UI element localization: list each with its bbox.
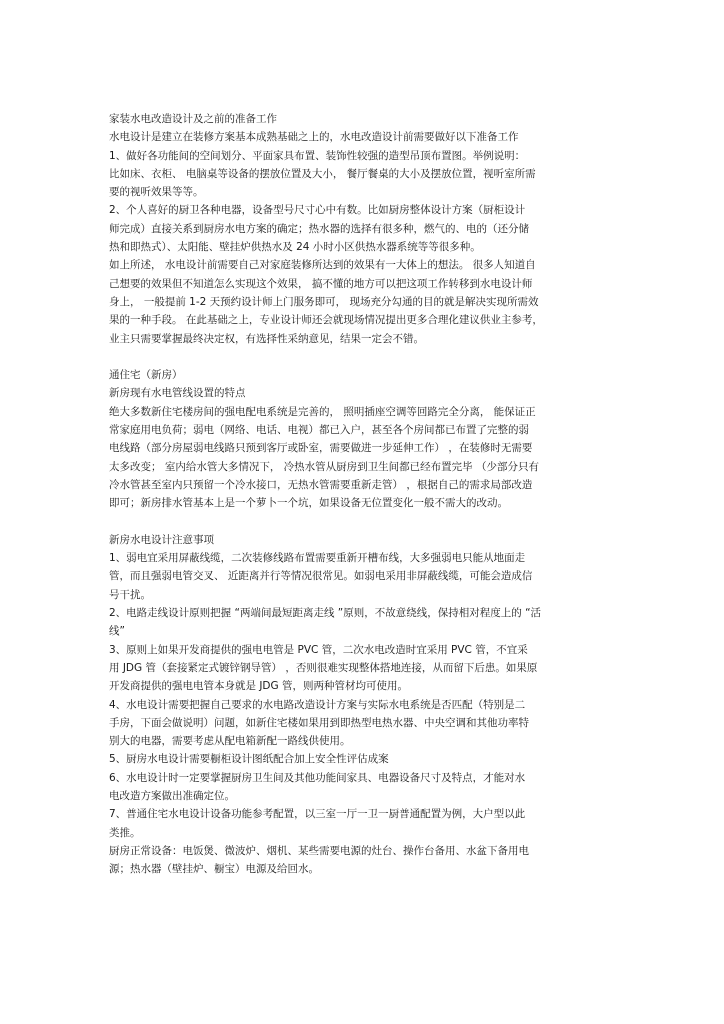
paragraph-line: 身上， 一般提前 1-2 天预约设计师上门服务即可， 现场充分勾通的目的就是解决实现所需效 xyxy=(109,295,539,308)
paragraph-line: 2、个人喜好的厨卫各种电器，设备型号尺寸心中有数。比如厨房整体设计方案（厨柜设计 xyxy=(109,204,526,217)
paragraph-line: 4、水电设计需要把握自己要求的水电路改造设计方案与实际水电系统是否匹配（特别是二 xyxy=(109,698,526,711)
document-page xyxy=(109,110,624,878)
section-spacer xyxy=(109,513,624,531)
paragraph-line: 1、弱电宜采用屏蔽线缆，二次装修线路布置需要重新开槽布线，大多强弱电只能从地面走 xyxy=(109,552,526,565)
paragraph-line: 线” xyxy=(109,625,125,638)
paragraph-line: 类推。 xyxy=(109,826,141,839)
paragraph-line: 电改造方案做出准确定位。 xyxy=(109,789,235,802)
paragraph-line: 管，而且强弱电管交叉、 近距离并行等情况很常见。如弱电采用非屏蔽线缆，可能会造成信 xyxy=(109,570,533,583)
paragraph-line: 水电设计是建立在装修方案基本成熟基础之上的，水电改造设计前需要做好以下准备工作 xyxy=(109,131,519,144)
paragraph-line: 1、做好各功能间的空间划分、平面家具布置、装饰性较强的造型吊顶布置图。举例说明： xyxy=(109,149,526,162)
paragraph-line: 厨房正常设备：电饭煲、微波炉、烟机、某些需要电源的灶台、操作台备用、水盆下备用电 xyxy=(109,844,529,857)
paragraph-line: 源；热水器（壁挂炉、橱宝）电源及给回水。 xyxy=(109,863,319,876)
section-spacer xyxy=(109,348,624,366)
paragraph-line: 常家庭用电负荷；弱电（网络、电话、电视）都已入户，甚至各个房间都已布置了完整的弱 xyxy=(109,424,529,437)
paragraph-line: 用 JDG 管（套接紧定式镀锌钢导管） ，否则很难实现整体搭地连接，从而留下后患。如果原 xyxy=(109,661,538,674)
section-title: 通住宅（新房） xyxy=(109,369,183,382)
paragraph-line: 绝大多数新住宅楼房间的强电配电系统是完善的， 照明插座空调等回路完全分离， 能保证正 xyxy=(109,405,536,418)
paragraph-line: 热和即热式）、太阳能、壁挂炉供热水及 24 小时小区供热水器系统等等很多种。 xyxy=(109,241,481,254)
paragraph-line: 2、电路走线设计原则把握 “两端间最短距离走线 ”原则，不故意绕线，保持相对程度上的 “活 xyxy=(109,607,542,620)
paragraph-line: 6、水电设计时一定要掌握厨房卫生间及其他功能间家具、电器设备尺寸及特点，才能对水 xyxy=(109,771,526,784)
paragraph-line: 开发商提供的强电电管本身就是 JDG 管，则两种管材均可使用。 xyxy=(109,680,408,693)
paragraph-line: 师完成）直接关系到厨房水电方案的确定；热水器的选择有很多种，燃气的、电的（还分储 xyxy=(109,222,529,235)
section-title: 家装水电改造设计及之前的准备工作 xyxy=(109,113,277,125)
paragraph-line: 新房现有水电管线设置的特点 xyxy=(109,387,246,400)
paragraph-line: 7、普通住宅水电设计设备功能参考配置，以三室一厅一卫一厨普通配置为例，大户型以此 xyxy=(109,808,526,821)
paragraph-line: 要的视听效果等等。 xyxy=(109,186,204,199)
paragraph-line: 3、原则上如果开发商提供的强电电管是 PVC 管，二次水电改造时宜采用 PVC 管，不宜采 xyxy=(109,643,528,656)
section-title: 新房水电设计注意事项 xyxy=(109,533,214,546)
paragraph-line: 比如床、衣柜、 电脑桌等设备的摆放位置及大小， 餐厅餐桌的大小及摆放位置，视听室所需 xyxy=(109,167,536,180)
paragraph-line: 号干扰。 xyxy=(109,588,151,601)
paragraph-line: 太多改变； 室内给水管大多情况下， 冷热水管从厨房到卫生间都已经布置完毕 （少部分只有 xyxy=(109,460,540,473)
paragraph-line: 电线路（部分房屋弱电线路只预到客厅或卧室，需要做进一步延伸工作） ，在装修时无需要 xyxy=(109,442,533,455)
paragraph-line: 别大的电器，需要考虑从配电箱新配一路线供使用。 xyxy=(109,735,351,748)
paragraph-line: 5、厨房水电设计需要橱柜设计图纸配合加上安全性评估成案 xyxy=(109,753,389,766)
paragraph-line: 冷水管甚至室内只预留一个冷水接口，无热水管需要重新走管） ，根据自己的需求局部改造 xyxy=(109,478,533,491)
paragraph-line: 果的一种手段。 在此基础之上，专业设计师还会就现场情况提出更多合理化建议供业主参考， xyxy=(109,314,543,327)
paragraph-line: 即可；新房排水管基本上是一个萝卜一个坑，如果设备无位置变化一般不需大的改动。 xyxy=(109,497,508,510)
paragraph-line: 己想要的效果但不知道怎么实现这个效果， 搞不懂的地方可以把这项工作转移到水电设计师 xyxy=(109,277,533,290)
paragraph-line: 手房，下面会做说明）问题，如新住宅楼如果用到即热型电热水器、中央空调和其他功率特 xyxy=(109,716,529,729)
paragraph-line: 业主只需要掌握最终决定权，有选择性采纳意见，结果一定会不错。 xyxy=(109,332,424,345)
paragraph-line: 如上所述， 水电设计前需要自己对家庭装修所达到的效果有一大体上的想法。 很多人知道自 xyxy=(109,259,536,272)
